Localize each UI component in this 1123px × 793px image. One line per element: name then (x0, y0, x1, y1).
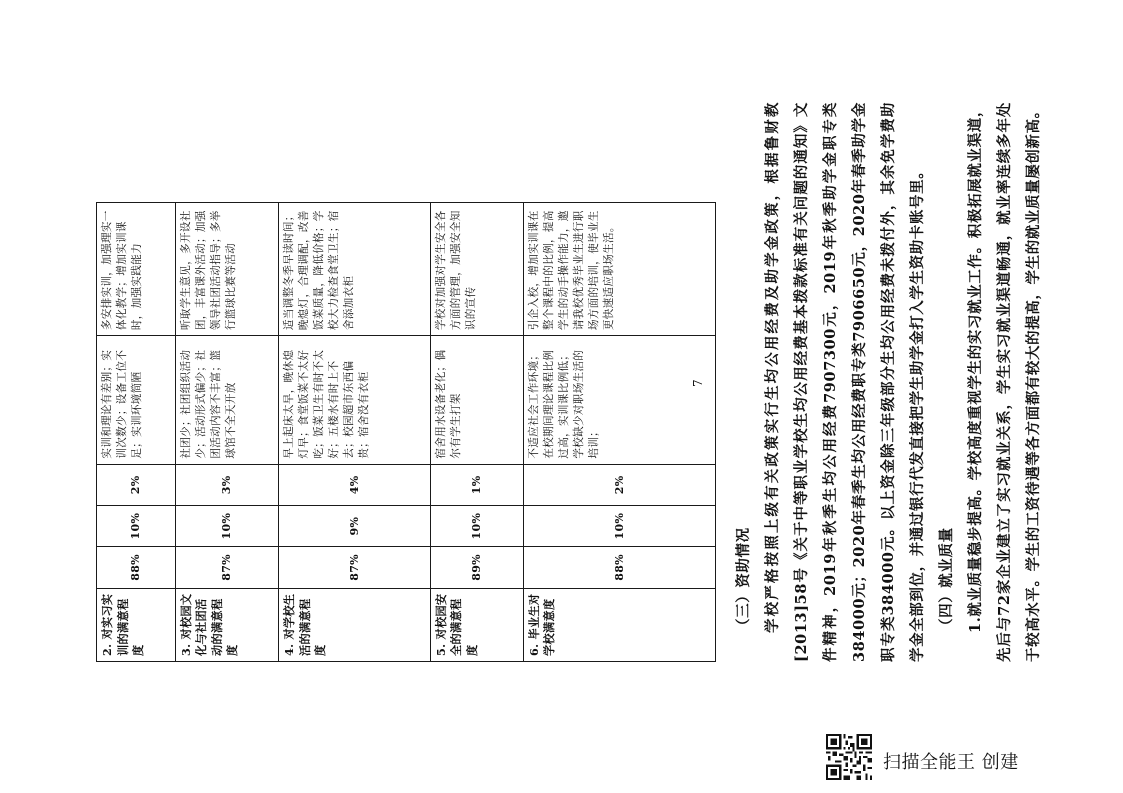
satisfaction-table (96, 202, 716, 662)
row-satisfied-pct: 9% (279, 505, 431, 546)
section-heading-aid: （三）资助情况 (735, 527, 752, 633)
table-row (279, 203, 431, 662)
page-number: 7 (691, 379, 705, 387)
row-measures-text: 引企入校，增加实训课在整个课程中的比例，提高学生的动手操作能力，邀请我校优秀毕业生进行职场方面的培训，使毕业生更快速适应职场生活。 (523, 203, 715, 336)
row-unsatisfied-pct: 2% (523, 464, 715, 505)
table-row (97, 203, 176, 662)
row-unsatisfied-pct: 4% (279, 464, 431, 505)
row-item-label: 5. 对校园安全的满意程度 (430, 588, 523, 661)
paragraph-employment: 1.就业质量稳步提高。学校高度重视学生的实习就业工作。积极拓展就业渠道，先后与72家企业建立了实习就业关系，学生实习就业渠道畅通，就业率连续多年处于较高水平。学生的工资待遇等各方面都有较大的提高，学生的就业质量屡创新高。 (967, 102, 1042, 662)
row-problems-text: 社团少；社团组织活动少；活动形式偏少；社团活动内容不丰富；篮球馆不全天开放 (175, 336, 278, 465)
row-item-label: 3. 对校园文化与社团活动的满意程度 (175, 588, 278, 661)
row-item-label: 6. 毕业生对学校满意度 (523, 588, 715, 661)
row-problems-text: 实训和理论有差别；实训次数少；设备工位不足；实训环境简陋 (97, 336, 176, 465)
table-row (175, 203, 278, 662)
row-satisfied-pct: 10% (523, 505, 715, 546)
row-satisfied-pct: 10% (430, 505, 523, 546)
row-unsatisfied-pct: 2% (97, 464, 176, 505)
row-very-satisfied-pct: 89% (430, 547, 523, 588)
section-heading-employment: （四）就业质量 (938, 527, 955, 633)
row-unsatisfied-pct: 3% (175, 464, 278, 505)
row-measures-text: 多安排实训，加强理实一体化教学；增加实训课时，加强实践能力 (97, 203, 176, 336)
row-measures-text: 学校对加强对学生安全各方面的管理，加强安全知识的宣传 (430, 203, 523, 336)
row-item-label: 4. 对学校生活的满意程度 (279, 588, 431, 661)
rotated-document-page (96, 102, 1042, 687)
row-very-satisfied-pct: 88% (97, 547, 176, 588)
row-measures-text: 适当调整冬季早读时间；晚熄灯，合理调配，改善饭菜质量，降低价格；学校大力检查食堂卫生；宿舍添加衣柜 (279, 203, 431, 336)
document-body (729, 102, 1048, 662)
paragraph-aid: 学校严格按照上级有关政策实行生均公用经费及助学金政策，根据鲁财教[2013]58号《关于中等职业学校生均公用经费基本拨款标准有关问题的通知》文件精神，2019年秋季生均公用经费7907300元，2019年秋季助学金职专类384000元；2020年春季生均公用经费职专类7906650元，2020年春季助学金职专类384000元。以上资金除三年级部分生均公用经费未拨付外，其余免学费助学金全部到位，并通过银行代发直接把学生助学金打入学生资助卡账号里。 (764, 102, 926, 662)
row-satisfied-pct: 10% (97, 505, 176, 546)
row-satisfied-pct: 10% (175, 505, 278, 546)
row-very-satisfied-pct: 88% (523, 547, 715, 588)
table-row (430, 203, 523, 662)
row-very-satisfied-pct: 87% (175, 547, 278, 588)
qr-code-icon (826, 734, 872, 780)
scanner-app-watermark: 扫描全能王 创建 (883, 752, 1019, 773)
row-measures-text: 听取学生意见，多开设社团，丰富课外活动；加强领导社团活动指导；多举行篮球比赛等活动 (175, 203, 278, 336)
row-unsatisfied-pct: 1% (430, 464, 523, 505)
table-row (523, 203, 715, 662)
row-problems-text: 早上起床太早，晚休熄灯早；食堂饭菜不太好吃；饭菜卫生有时不太好；五楼水有时上不去；校园超市东西偏贵；宿舍没有衣柜 (279, 336, 431, 465)
row-problems-text: 不适应社会工作环境；在校期间理论课程比例过高，实训课比例低；学校缺少对职场生活的培训； (523, 336, 715, 465)
row-very-satisfied-pct: 87% (279, 547, 431, 588)
row-problems-text: 宿舍用水设备老化；偶尔有学生打架 (430, 336, 523, 465)
row-item-label: 2. 对实习实训的满意程度 (97, 588, 176, 661)
